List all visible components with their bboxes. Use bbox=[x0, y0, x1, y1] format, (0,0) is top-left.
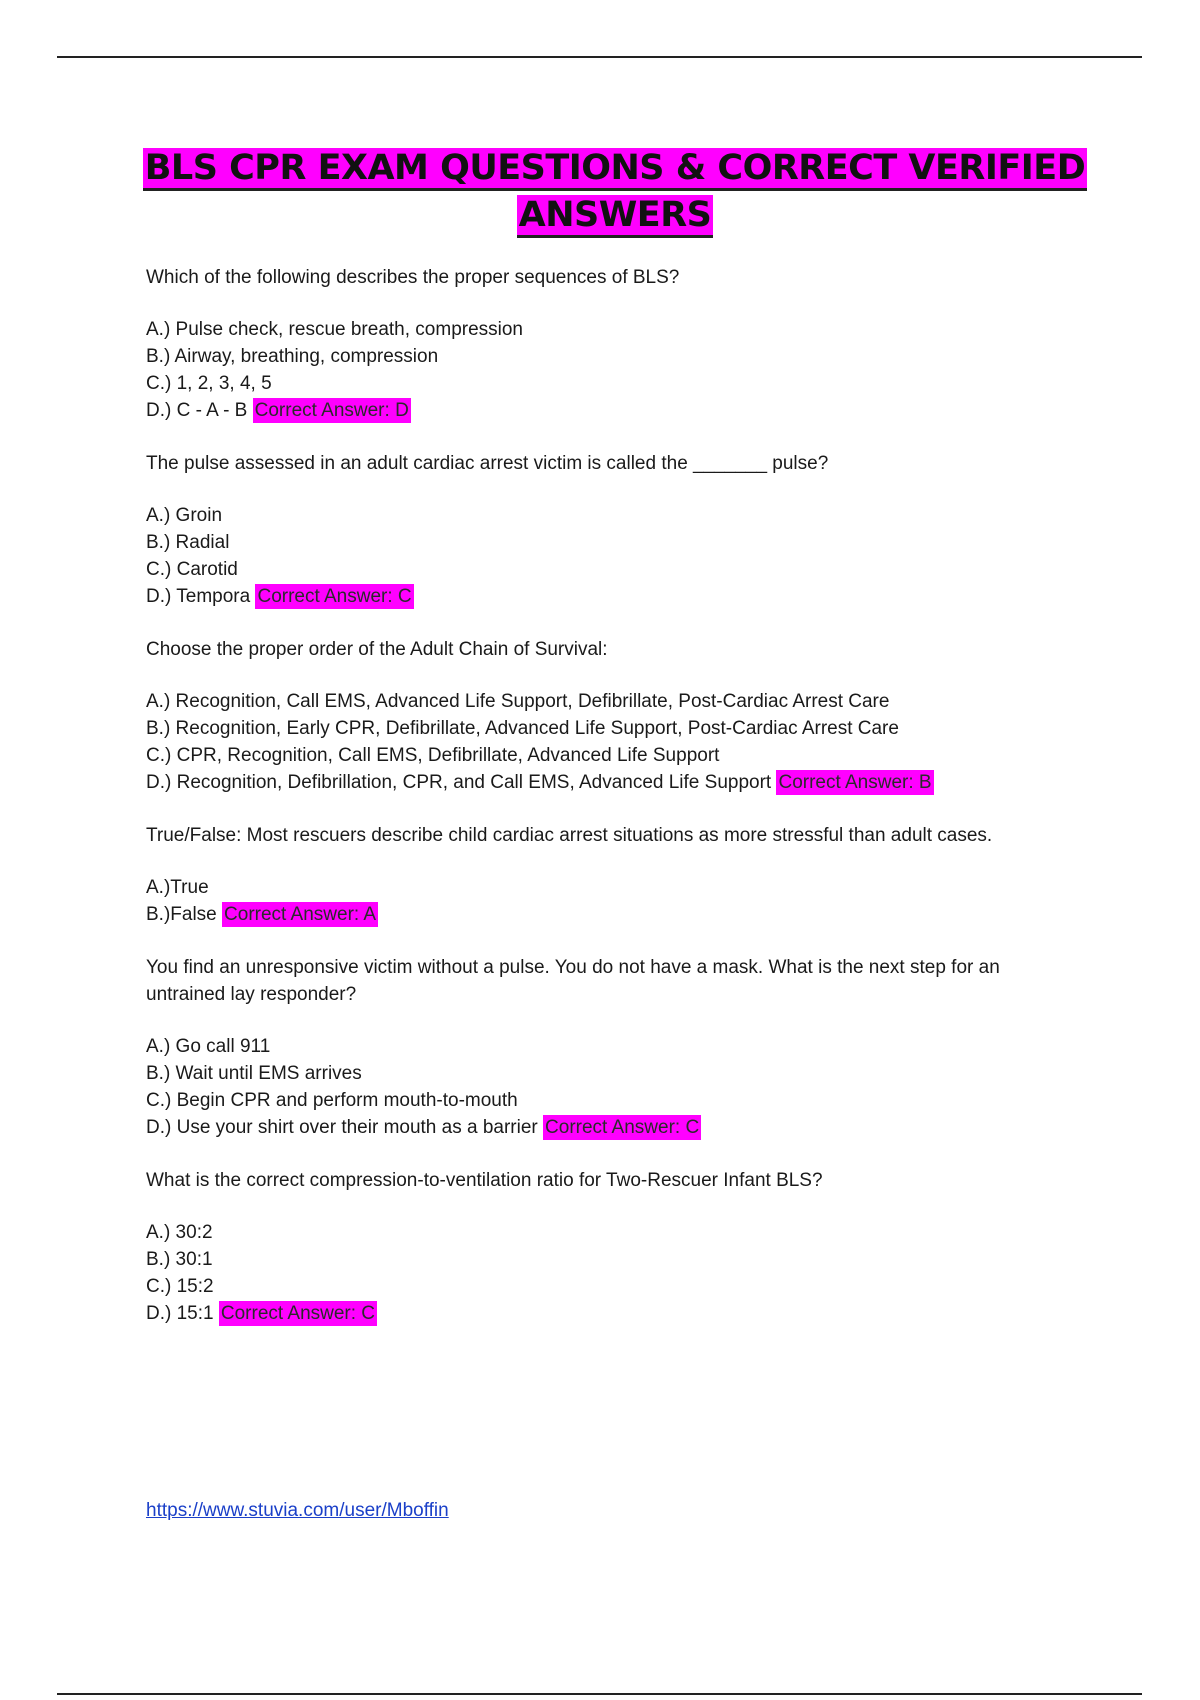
question-text: Choose the proper order of the Adult Chain of Survival: bbox=[146, 639, 608, 660]
question-block bbox=[146, 450, 1076, 610]
option-b: B.) Airway, breathing, compression bbox=[146, 346, 439, 367]
correct-answer-highlight: Correct Answer: C bbox=[545, 1117, 700, 1138]
option-list bbox=[146, 502, 1076, 610]
option-d-line bbox=[146, 1300, 1076, 1327]
question-text: What is the correct compression-to-ventilation ratio for Two-Rescuer Infant BLS? bbox=[146, 1170, 823, 1191]
bottom-rule bbox=[57, 1693, 1142, 1695]
option-d: D.) Recognition, Defibrillation, CPR, and Call EMS, Advanced Life Support bbox=[146, 772, 772, 793]
option-b: B.)False bbox=[146, 904, 217, 925]
correct-answer-highlight: Correct Answer: D bbox=[254, 400, 409, 421]
stuvia-user-link[interactable]: https://www.stuvia.com/user/Mboffin bbox=[146, 1500, 449, 1521]
top-rule bbox=[57, 56, 1142, 58]
correct-answer-highlight: Correct Answer: A bbox=[224, 904, 377, 925]
correct-answer-highlight: Correct Answer: C bbox=[257, 586, 412, 607]
question-text: The pulse assessed in an adult cardiac arrest victim is called the _______ pulse? bbox=[146, 453, 829, 474]
title-line-1: BLS CPR EXAM QUESTIONS & CORRECT VERIFIED bbox=[143, 148, 1088, 191]
option-b: B.) Recognition, Early CPR, Defibrillate, Advanced Life Support, Post-Cardiac Arrest Care bbox=[146, 718, 899, 739]
option-list bbox=[146, 1033, 1076, 1141]
question-text: You find an unresponsive victim without a pulse. You do not have a mask. What is the next step for an untrained lay responder? bbox=[146, 957, 1000, 1005]
option-d-line bbox=[146, 1114, 1076, 1141]
option-list bbox=[146, 316, 1076, 424]
option-b: B.) Wait until EMS arrives bbox=[146, 1063, 362, 1084]
question-block bbox=[146, 1167, 1076, 1327]
option-a: A.) Go call 911 bbox=[146, 1036, 271, 1057]
option-a: A.) Recognition, Call EMS, Advanced Life Support, Defibrillate, Post-Cardiac Arrest Care bbox=[146, 691, 890, 712]
title-line-2: ANSWERS bbox=[517, 195, 714, 238]
option-d: D.) C - A - B bbox=[146, 400, 248, 421]
question-list bbox=[146, 264, 1076, 1353]
option-c: C.) Begin CPR and perform mouth-to-mouth bbox=[146, 1090, 518, 1111]
question-block bbox=[146, 636, 1076, 796]
option-c: C.) CPR, Recognition, Call EMS, Defibrillate, Advanced Life Support bbox=[146, 745, 720, 766]
option-a: A.)True bbox=[146, 877, 209, 898]
option-list bbox=[146, 874, 1076, 928]
option-d: D.) Use your shirt over their mouth as a barrier bbox=[146, 1117, 538, 1138]
option-c: C.) 1, 2, 3, 4, 5 bbox=[146, 373, 272, 394]
option-b: B.) 30:1 bbox=[146, 1249, 213, 1270]
option-b: B.) Radial bbox=[146, 532, 230, 553]
option-d: D.) 15:1 bbox=[146, 1303, 214, 1324]
option-d-line bbox=[146, 583, 1076, 610]
document-title bbox=[100, 145, 1130, 239]
option-d-line bbox=[146, 769, 1076, 796]
option-c: C.) Carotid bbox=[146, 559, 238, 580]
question-text: Which of the following describes the proper sequences of BLS? bbox=[146, 267, 680, 288]
option-a: A.) 30:2 bbox=[146, 1222, 213, 1243]
correct-answer-highlight: Correct Answer: C bbox=[220, 1303, 376, 1324]
option-a: A.) Groin bbox=[146, 505, 223, 526]
question-block bbox=[146, 822, 1076, 928]
question-block bbox=[146, 954, 1076, 1141]
option-a: A.) Pulse check, rescue breath, compression bbox=[146, 319, 524, 340]
option-b-line bbox=[146, 901, 1076, 928]
option-c: C.) 15:2 bbox=[146, 1276, 214, 1297]
option-d: D.) Tempora bbox=[146, 586, 251, 607]
question-block bbox=[146, 264, 1076, 424]
option-d-line bbox=[146, 397, 1076, 424]
correct-answer-highlight: Correct Answer: B bbox=[778, 772, 932, 793]
option-list bbox=[146, 688, 1076, 796]
question-text: True/False: Most rescuers describe child cardiac arrest situations as more stressful than adult cases. bbox=[146, 825, 993, 846]
option-list bbox=[146, 1219, 1076, 1327]
